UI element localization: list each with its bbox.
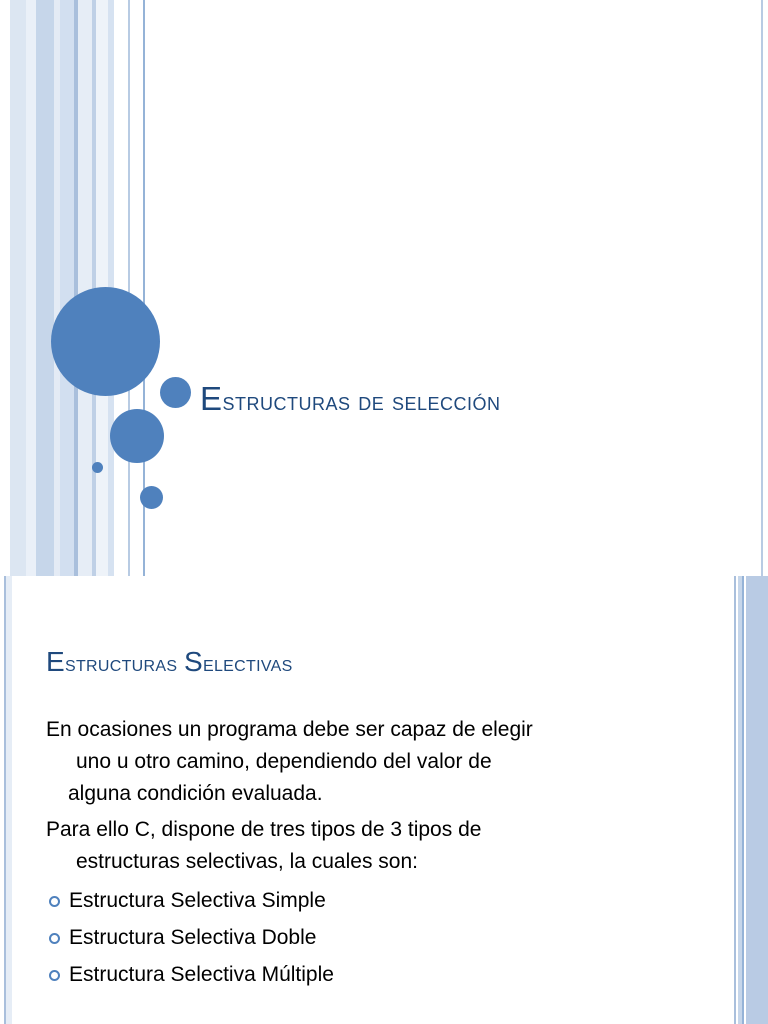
slide-heading: Estructuras Selectivas: [46, 646, 293, 677]
decor-stripe: [60, 0, 74, 576]
slide-title: Estructuras de selección: [200, 380, 501, 417]
decor-stripe: [10, 0, 26, 576]
decor-stripe: [36, 0, 54, 576]
list-item: Estructura Selectiva Doble: [46, 919, 686, 956]
ring-bullet-icon: [49, 896, 60, 907]
decor-stripe: [128, 0, 130, 576]
decor-stripe: [734, 576, 736, 1024]
decor-circle-dot: [92, 462, 103, 473]
slide-body: [46, 714, 686, 993]
decor-stripe: [746, 576, 768, 1024]
content-slide: [0, 576, 768, 1024]
ring-bullet-icon: [49, 970, 60, 981]
decor-circle-small: [160, 377, 191, 408]
decor-stripe: [761, 0, 763, 576]
decor-circle-large: [51, 287, 160, 396]
decor-stripe: [6, 576, 12, 1024]
list-item: Estructura Selectiva Múltiple: [46, 956, 686, 993]
list-item: Estructura Selectiva Simple: [46, 882, 686, 919]
ring-bullet-icon: [49, 933, 60, 944]
bullet-list: [46, 882, 686, 993]
paragraph: Para ello C, dispone de tres tipos de 3 tipos de estructuras selectivas, la cuales son:: [46, 818, 482, 873]
decor-circle-small: [140, 486, 163, 509]
decor-stripe: [26, 0, 36, 576]
decor-circle-medium: [110, 409, 164, 463]
paragraph: En ocasiones un programa debe ser capaz de elegir uno u otro camino, dependiendo del valor de alguna condición evaluada.: [46, 718, 533, 805]
decor-stripe: [742, 576, 744, 1024]
